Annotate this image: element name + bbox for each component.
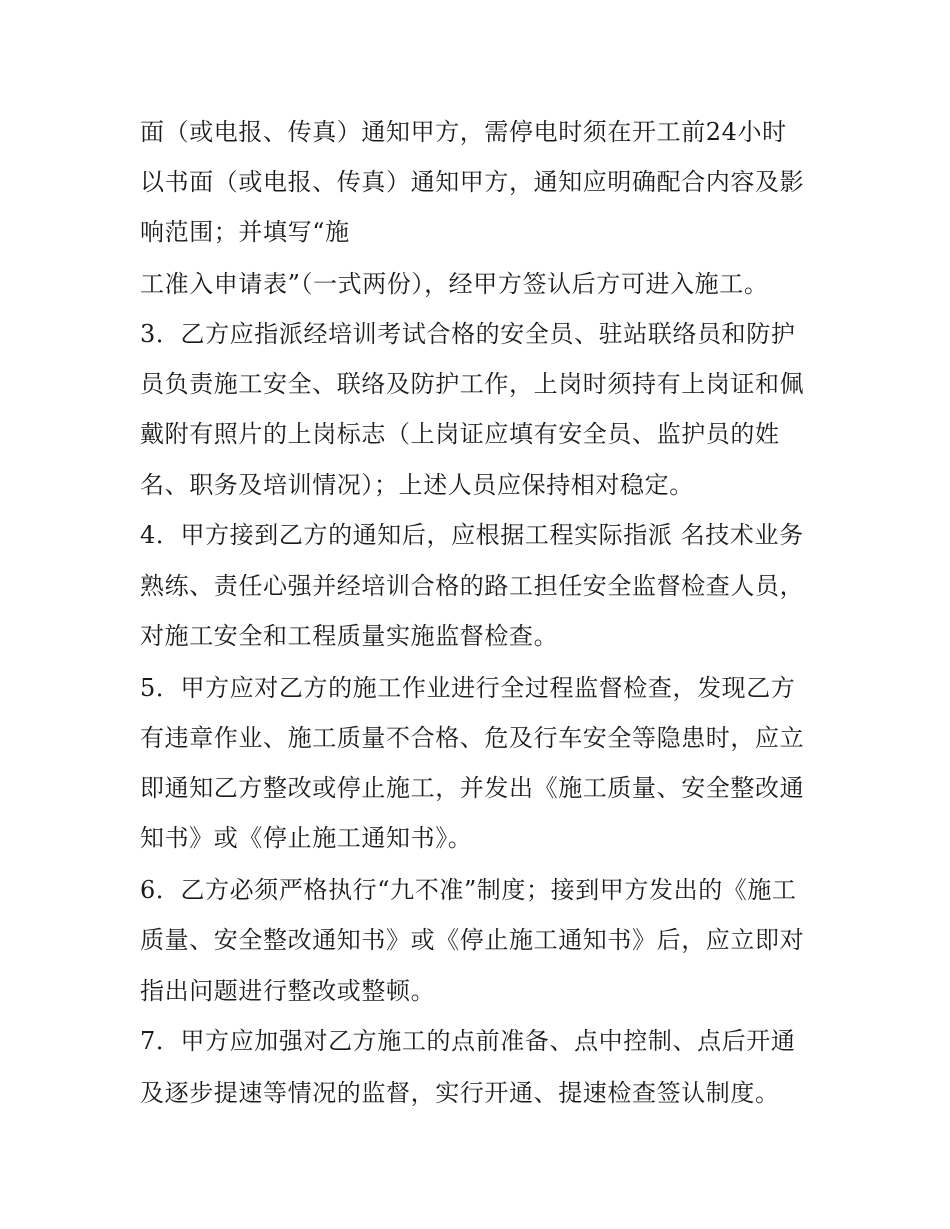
text-line-20: 及逐步提速等情况的监督，实行开通、提速检查签认制度。 (140, 1079, 780, 1107)
text-line-15: 知书》或《停止施工通知书》。 (140, 824, 473, 852)
text-line-8: 名、职务及培训情况）；上述人员应保持相对稳定。 (140, 471, 694, 499)
text-line-2: 以书面（或电报、传真）通知甲方，通知应明确配合内容及影 (140, 168, 805, 196)
text-line-1: 面（或电报、传真）通知甲方，需停电时须在开工前24小时 (140, 118, 787, 146)
text-line-9: 4．甲方接到乙方的通知后，应根据工程实际指派 名技术业务 (140, 521, 804, 549)
text-line-10: 熟练、责任心强并经培训合格的路工担任安全监督检查人员， (140, 572, 805, 600)
text-line-12: 5．甲方应对乙方的施工作业进行全过程监督检查，发现乙方 (140, 674, 796, 702)
text-line-4: 工准入申请表”（一式两份），经甲方签认后方可进入施工。 (140, 270, 769, 298)
text-line-13: 有违章作业、施工质量不合格、危及行车安全等隐患时，应立 (140, 724, 805, 752)
text-line-3: 响范围；并填写“施 (140, 218, 350, 246)
text-line-14: 即通知乙方整改或停止施工，并发出《施工质量、安全整改通 (140, 774, 805, 802)
text-line-6: 员负责施工安全、联络及防护工作，上岗时须持有上岗证和佩 (140, 370, 805, 398)
text-line-19: 7．甲方应加强对乙方施工的点前准备、点中控制、点后开通 (140, 1027, 796, 1055)
text-line-11: 对施工安全和工程质量实施监督检查。 (140, 622, 559, 650)
text-line-16: 6．乙方必须严格执行“九不准”制度；接到甲方发出的《施工 (140, 876, 797, 904)
text-line-5: 3．乙方应指派经培训考试合格的安全员、驻站联络员和防护 (140, 320, 796, 348)
text-line-17: 质量、安全整改通知书》或《停止施工通知书》后，应立即对 (140, 926, 805, 954)
text-line-7: 戴附有照片的上岗标志（上岗证应填有安全员、监护员的姓 (140, 420, 780, 448)
text-line-18: 指出问题进行整改或整顿。 (140, 977, 436, 1005)
